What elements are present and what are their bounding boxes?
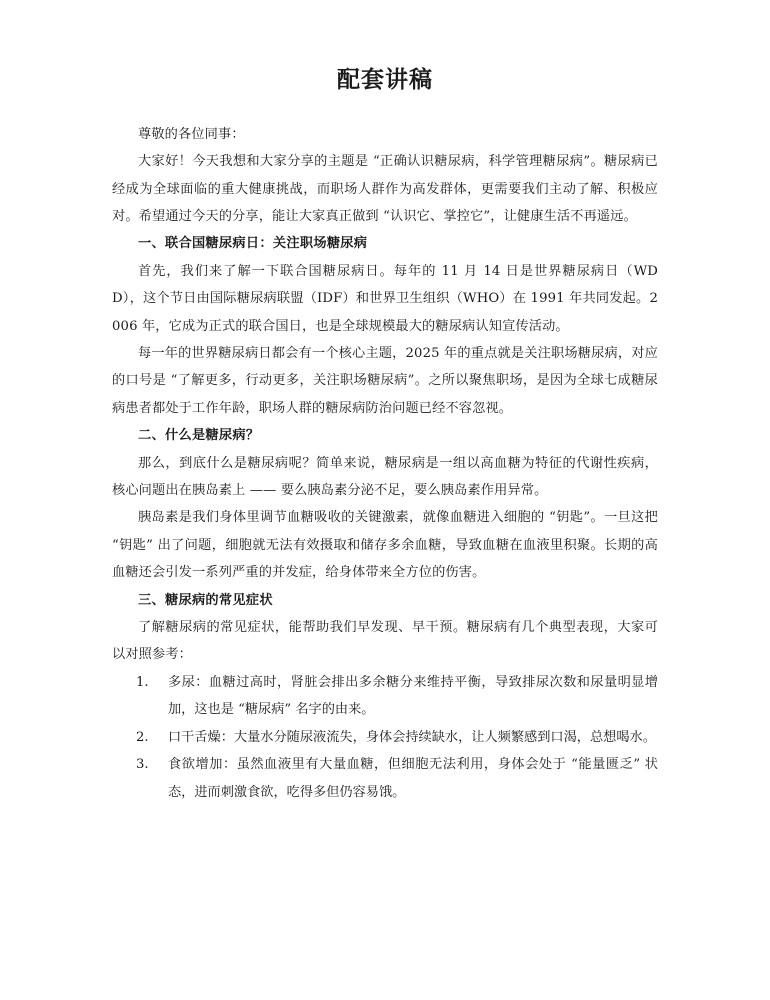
salutation: 尊敬的各位同事： <box>138 126 245 142</box>
list-item-number: 3. <box>136 757 149 773</box>
list-item <box>112 751 658 806</box>
section-heading-1: 一、联合国糖尿病日：关注职场糖尿病 <box>138 236 368 252</box>
section-2-paragraph-1: 那么，到底什么是糖尿病呢？简单来说，糖尿病是一组以高血糖为特征的代谢性疾病，核心问题出在胰岛素上 —— 要么胰岛素分泌不足，要么胰岛素作用异常。 <box>112 455 658 499</box>
section-3-paragraph-1: 了解糖尿病的常见症状，能帮助我们早发现、早干预。糖尿病有几个典型表现，大家可以对照参考： <box>112 620 658 663</box>
list-item-text: 多尿：血糖过高时，肾脏会排出多余糖分来维持平衡，导致排尿次数和尿量明显增加，这也是 “糖尿病” 名字的由来。 <box>168 674 658 718</box>
list-item-number: 2. <box>136 729 149 745</box>
section-1-paragraph-1: 首先，我们来了解一下联合国糖尿病日。每年的 11 月 14 日是世界糖尿病日（WDD），这个节日由国际糖尿病联盟（IDF）和世界卫生组织（WHO）在 1991 年共同发起。2006 年，它成为正式的联合国日，也是全球规模最大的糖尿病认知宣传活动。 <box>112 263 658 334</box>
list-item-text: 食欲增加：虽然血液里有大量血糖，但细胞无法利用，身体会处于 “能量匮乏” 状态，进而刺激食欲，吃得多但仍容易饿。 <box>168 757 658 800</box>
list-item-text: 口干舌燥：大量水分随尿液流失，身体会持续缺水，让人频繁感到口渴，总想喝水。 <box>168 729 656 745</box>
section-1-paragraph-2: 每一年的世界糖尿病日都会有一个核心主题，2025 年的重点就是关注职场糖尿病，对应的口号是 “了解更多，行动更多，关注职场糖尿病”。之所以聚焦职场，是因为全球七成糖尿病患者都处于工作年龄，职场人群的糖尿病防治问题已经不容忽视。 <box>112 346 658 416</box>
list-item-number: 1. <box>136 674 149 690</box>
list-item <box>112 724 658 751</box>
document-body <box>112 66 658 806</box>
section-heading-3: 三、糖尿病的常见症状 <box>138 592 273 608</box>
list-item <box>112 669 658 724</box>
intro-paragraph: 大家好！今天我想和大家分享的主题是 “正确认识糖尿病，科学管理糖尿病”。糖尿病已经成为全球面临的重大健康挑战，而职场人群作为高发群体，更需要我们主动了解、积极应对。希望通过今天的分享，能让大家真正做到 “认识它、掌控它”，让健康生活不再遥远。 <box>112 154 658 224</box>
section-heading-2: 二、什么是糖尿病？ <box>138 428 260 444</box>
section-2-paragraph-2: 胰岛素是我们身体里调节血糖吸收的关键激素，就像血糖进入细胞的 “钥匙”。一旦这把 “钥匙” 出了问题，细胞就无法有效摄取和储存多余血糖，导致血糖在血液里积聚。长期的高血糖还会引发一系列严重的并发症，给身体带来全方位的伤害。 <box>112 510 658 581</box>
page-title: 配套讲稿 <box>337 66 433 93</box>
